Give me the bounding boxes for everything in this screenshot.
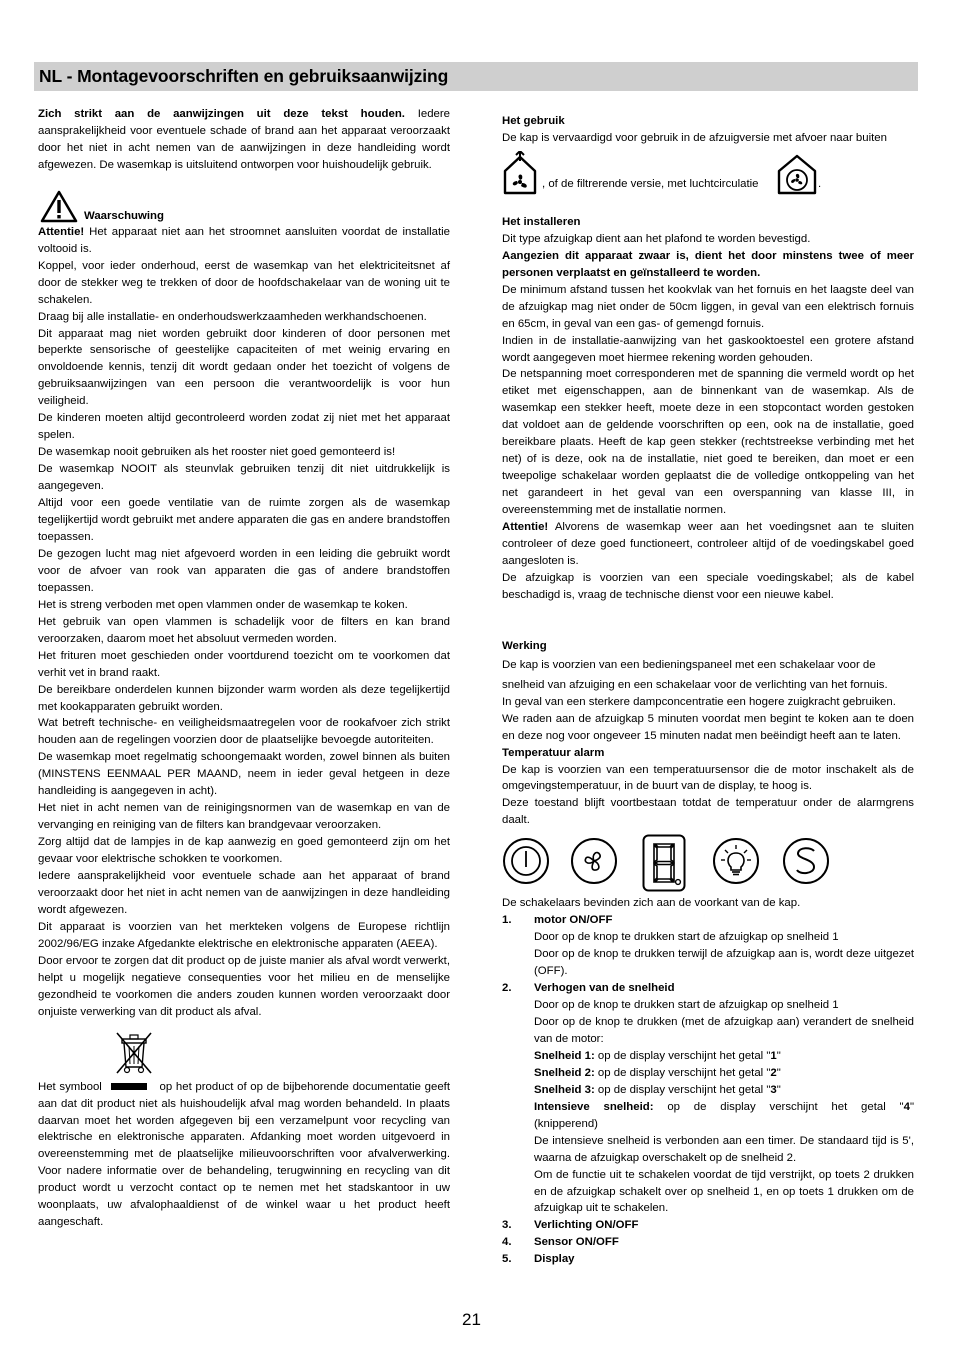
temperature-paragraph: Deze toestand blijft voortbestaan totdat de temperatuur onder de alarmgrens daalt.: [502, 797, 914, 827]
safety-paragraph: De wasemkap NOOIT als steunvlak gebruiken tenzij dit niet uitdrukkelijk is aangegeven.: [38, 463, 450, 493]
left-column: [38, 106, 450, 1231]
safety-paragraph: Het gebruik van open vlammen is schadelijk voor de filters en kan brand veroorzaken, daarom moet het absoluut vermeden worden.: [38, 615, 450, 645]
temperature-alarm-heading: Temperatuur alarm: [502, 746, 605, 759]
install-bold-paragraph: Aangezien dit apparaat zwaar is, dient het door minstens twee of meer personen verplaatst en geïnstalleerd te worden.: [502, 249, 914, 279]
section-title-bar: [34, 62, 918, 91]
operation-paragraph: De kap is voorzien van een bedieningspaneel met een schakelaar voor de: [502, 658, 876, 671]
light-bulb-button-icon: [712, 837, 760, 891]
ducted-house-fan-icon: [502, 151, 538, 195]
warning-label: Waarschuwing: [84, 209, 164, 222]
use-heading: Het gebruik: [502, 115, 565, 127]
item-text: De intensieve snelheid is verbonden aan een timer. De standaard tijd is 5', waarna de afzuigkap overschakelt op de snelheid 2.: [534, 1134, 914, 1164]
version-icons-row: [502, 151, 914, 197]
safety-paragraph: Draag bij alle installatie- en onderhoudswerkzaamheden werkhandschoenen.: [38, 310, 427, 323]
right-column: [502, 113, 914, 1268]
intro-bold: Zich strikt aan de aanwijzingen uit deze tekst houden.: [38, 108, 405, 120]
list-number: 5.: [502, 1253, 512, 1266]
list-number: 2.: [502, 982, 512, 995]
intensive-value: 4: [903, 1100, 910, 1113]
speed-end: ": [776, 1066, 781, 1079]
speed-label: Snelheid 1:: [534, 1049, 595, 1062]
operation-paragraph: In geval van een sterkere dampconcentratie een hogere zuigkracht gebruiken.: [502, 695, 896, 708]
safety-paragraph: Dit apparaat mag niet worden gebruikt door kinderen of door personen met beperkte sensorische of geestelijke capaciteiten of met weinig ervaring en onvoldoende kennis, tenzij dit wordt gedaan onder het toezicht of volgens de gebruiksaanwijzingen van een persoon die verantwoordelijk is voor hun veiligheid.: [38, 327, 450, 408]
install-paragraph: De minimum afstand tussen het kookvlak van het fornuis en het laagste deel van de afzuigkap mag niet onder de 50cm liggen, in geval van een elektrisch fornuis en 65cm, in geval van een gas- of gemengd fornuis.: [502, 283, 914, 330]
list-label: Sensor ON/OFF: [534, 1236, 619, 1249]
safety-paragraph: Dit apparaat is voorzien van het merkteken volgens de Europese richtlijn 2002/96/EG inzake Afgedankte elektrische en elektronische apparaten (AEEA).: [38, 920, 450, 950]
speed-line: [502, 1082, 914, 1099]
operation-paragraph: snelheid van afzuiging en een schakelaar voor de verlichting van het fornuis.: [502, 678, 888, 691]
speed-end: ": [776, 1049, 781, 1062]
list-item: [502, 1217, 914, 1234]
safety-paragraph: De gezogen lucht mag niet afgevoerd worden in een leiding die gebruikt wordt voor de afvoer van rook van apparaten die gas of andere brandstoffen toepassen.: [38, 547, 450, 594]
sensor-button-icon: [782, 837, 830, 891]
recirculating-house-fan-icon: [776, 151, 818, 195]
list-label: Verlichting ON/OFF: [534, 1219, 639, 1232]
install-attention-bold: Attentie!: [502, 521, 549, 534]
list-item: [502, 1251, 914, 1268]
list-number: 3.: [502, 1219, 512, 1232]
list-label: Verhogen van de snelheid: [534, 982, 675, 995]
safety-paragraph: Zorg altijd dat de lampjes in de kap aanwezig en goed gemonteerd zijn om het gevaar voor elektrische schokken te voorkomen.: [38, 836, 450, 866]
operation-paragraph: We raden aan de afzuigkap 5 minuten voordat men begint te koken aan te doen en deze nog voor ongeveer 15 minuten nadat men beëindigt heeft aan te laten.: [502, 712, 914, 742]
speed-value: 1: [770, 1049, 777, 1062]
install-attention-paragraph: [502, 519, 914, 570]
seven-segment-display-icon: [642, 834, 686, 898]
speed-end: ": [776, 1083, 781, 1096]
intensive-end: " (knipperend): [534, 1100, 914, 1130]
list-item: [502, 912, 914, 929]
safety-paragraph: Iedere aansprakelijkheid voor eventuele schade aan het apparaat of brand veroorzaakt door het niet in acht nemen van de aanwijzingen in deze handleiding wordt afgewezen.: [38, 870, 450, 916]
item-text: Door op de knop te drukken (met de afzuigkap aan) verandert de snelheid van de motor:: [534, 1015, 914, 1045]
panel-caption: De schakelaars bevinden zich aan de voorkant van de kap.: [502, 897, 801, 910]
list-item: [502, 1234, 914, 1251]
safety-paragraph: De kinderen moeten altijd gecontroleerd worden zodat zij niet met het apparaat spelen.: [38, 412, 450, 442]
symbol-text: op het product of op de bijbehorende documentatie geeft aan dat dit product niet als huishoudelijk afval mag worden behandeld. In plaats daarvan moet het worden afgegeven bij een verzamelpunt voor recycling van elektrische en elektronische apparaten. Afdanking moet worden uitgevoerd in overeenstemming met de plaatselijke milieuvoorschriften voor afvalverwerking. Voor nadere informatie over de behandeling, terugwinning en recycling van dit product wordt u verzocht contact op te nemen met het stadskantoor in uw woonplaats, uw afvalophaaldienst of de winkel waar u het product heeft aangeschaft.: [38, 1080, 450, 1229]
symbol-prefix: Het symbool: [38, 1080, 102, 1093]
install-heading: Het installeren: [502, 215, 581, 228]
speed-text: op de display verschijnt het getal ": [594, 1083, 771, 1096]
safety-paragraph: Het niet in acht nemen van de reinigingsnormen van de wasemkap en van de vervanging en reiniging van de filters kan brandgevaar veroorzaken.: [38, 802, 450, 832]
safety-paragraph: Door ervoor te zorgen dat dit product op de juiste manier als afval wordt verwerkt, helpt u mogelijk negatieve consequenties voor het milieu en de menselijke gezondheid te voorkomen die anders zouden kunnen worden veroorzaakt door onjuiste verwerking van dit product als afval.: [38, 954, 450, 1018]
safety-paragraph: Altijd voor een goede ventilatie van de ruimte zorgen als de wasemkap tegelijkertijd wordt gebruikt met andere apparaten die gas en andere brandstoffen toepassen.: [38, 497, 450, 543]
safety-paragraph: Het frituren moet geschieden onder voortdurend toezicht om te voorkomen dat verhit vet in brand raakt.: [38, 649, 450, 679]
list-number: 1.: [502, 914, 512, 927]
fan-speed-button-icon: [570, 837, 618, 891]
item-text: Door op de knop te drukken start de afzuigkap op snelheid 1: [534, 999, 839, 1012]
attention-text: Het apparaat niet aan het stroomnet aansluiten voordat de installatie voltooid is.: [38, 225, 450, 255]
use-text: De kap is vervaardigd voor gebruik in de afzuigversie met afvoer naar buiten: [502, 131, 887, 144]
intro-text: Iedere aansprakelijkheid voor eventuele schade of brand aan het apparaat veroorzaakt door het niet in acht nemen van de aanwijzingen in deze handleiding wordt afgewezen. De wasemkap is uitsluitend ontworpen voor huishoudelijk gebruik.: [38, 108, 451, 171]
warning-heading: [38, 190, 450, 224]
install-paragraph: De afzuigkap is voorzien van een speciale voedingskabel; als de kabel beschadigd is, vraag de technische dienst voor een nieuwe kabel.: [502, 571, 914, 601]
speed-value: 3: [770, 1083, 777, 1096]
power-button-icon: [502, 837, 550, 891]
install-attention-text: Alvorens de wasemkap weer aan het voedingsnet aan te sluiten controleer of deze goed functioneert, controleer altijd of de voedingskabel goed aangesloten is.: [502, 521, 914, 567]
install-paragraph: Dit type afzuigkap dient aan het plafond te worden bevestigd.: [502, 232, 811, 245]
list-label: motor ON/OFF: [534, 914, 613, 927]
install-paragraph: Indien in de installatie-aanwijzing van het gaskooktoestel een grotere afstand wordt aangegeven moet hiermee rekening worden gehouden.: [502, 334, 914, 364]
speed-line: [502, 1048, 914, 1065]
weee-symbol: [38, 1029, 450, 1079]
speed-text: op de display verschijnt het getal ": [594, 1066, 771, 1079]
attention-paragraph: [38, 224, 450, 258]
intensive-speed-line: [502, 1099, 914, 1133]
attention-bold: Attentie!: [38, 225, 85, 238]
speed-value: 2: [770, 1066, 777, 1079]
symbol-paragraph: [38, 1079, 450, 1232]
speed-label: Snelheid 3:: [534, 1083, 595, 1096]
safety-paragraph: De bereikbare onderdelen kunnen bijzonder warm worden als deze tegelijkertijd met kookapparaten gebruikt worden.: [38, 683, 450, 713]
page-number: 21: [462, 1310, 481, 1329]
intensive-label: Intensieve snelheid:: [534, 1100, 654, 1113]
page-title: NL - Montagevoorschriften en gebruiksaanwijzing: [39, 66, 449, 86]
item-text: Om de functie uit te schakelen voordat de tijd verstrijkt, op toets 2 drukken en de afzuigkap schakelt over op snelheid 1, en op toets 1 drukken om de afzuigkap uit te schakelen.: [534, 1168, 914, 1215]
crossed-bin-icon: [112, 1029, 156, 1075]
temperature-paragraph: De kap is voorzien van een temperatuursensor die de motor inschakelt als de omgevingstemperatuur, in de buurt van de display, te hoog is.: [502, 763, 914, 793]
safety-paragraph: De wasemkap nooit gebruiken als het rooster niet goed gemonteerd is!: [38, 446, 396, 459]
intro-paragraph: [38, 106, 450, 174]
safety-paragraph: Koppel, voor ieder onderhoud, eerst de wasemkap van het elektriciteitsnet af door de stekker weg te trekken of door de hoofdschakelaar van de woning uit te schakelen.: [38, 259, 450, 306]
black-bar-icon: [111, 1083, 147, 1090]
item-text: Door op de knop te drukken terwijl de afzuigkap aan is, wordt deze uitgezet (OFF).: [534, 948, 914, 978]
speed-text: op de display verschijnt het getal ": [594, 1049, 771, 1062]
control-panel-diagram: [502, 837, 914, 895]
safety-paragraph: Het is streng verboden met open vlammen onder de wasemkap te koken.: [38, 598, 408, 611]
use-text-3: .: [818, 177, 822, 190]
safety-paragraph: Wat betreft technische- en veiligheidsmaatregelen voor de rookafvoer zich strikt houden aan de regelingen voorzien door de plaatselijke bevoegde autoriteiten.: [38, 717, 450, 747]
warning-triangle-icon: [40, 190, 78, 223]
list-item: [502, 980, 914, 997]
install-paragraph: De netspanning moet corresponderen met de spanning die vermeld wordt op het etiket met eigenschappen, aan de binnenkant van de wasemkap. Als de wasemkap een stekker heeft, moete deze in een stopcontact worden gestoken dat voldoet aan de geldende voorschriften op een, ook na de installatie, goed bereikbare plaats. Heeft de kap geen stekker (rechtstreekse verbinding met het net) of is deze, ook na de installatie, niet goed te bereiken, dan moet er een tweepolige schakelaar worden geplaatst die de volledige ontkoppeling van het net garandeert in het geval van een overspanning van klasse III, in overeenstemming met de installatie normen.: [502, 368, 914, 517]
list-number: 4.: [502, 1236, 512, 1249]
list-label: Display: [534, 1253, 575, 1266]
speed-label: Snelheid 2:: [534, 1066, 595, 1079]
intensive-text: op de display verschijnt het getal ": [653, 1100, 904, 1113]
item-text: Door op de knop te drukken start de afzuigkap op snelheid 1: [534, 931, 839, 944]
speed-line: [502, 1065, 914, 1082]
use-text-2: , of de filtrerende versie, met luchtcirculatie: [542, 177, 759, 190]
safety-paragraph: De wasemkap moet regelmatig schoongemaakt worden, zowel binnen als buiten (MINSTENS EENMAAL PER MAAND, neem in ieder geval hetgeen in deze handleiding is aangegeven in acht).: [38, 751, 450, 798]
operation-heading: Werking: [502, 639, 547, 652]
